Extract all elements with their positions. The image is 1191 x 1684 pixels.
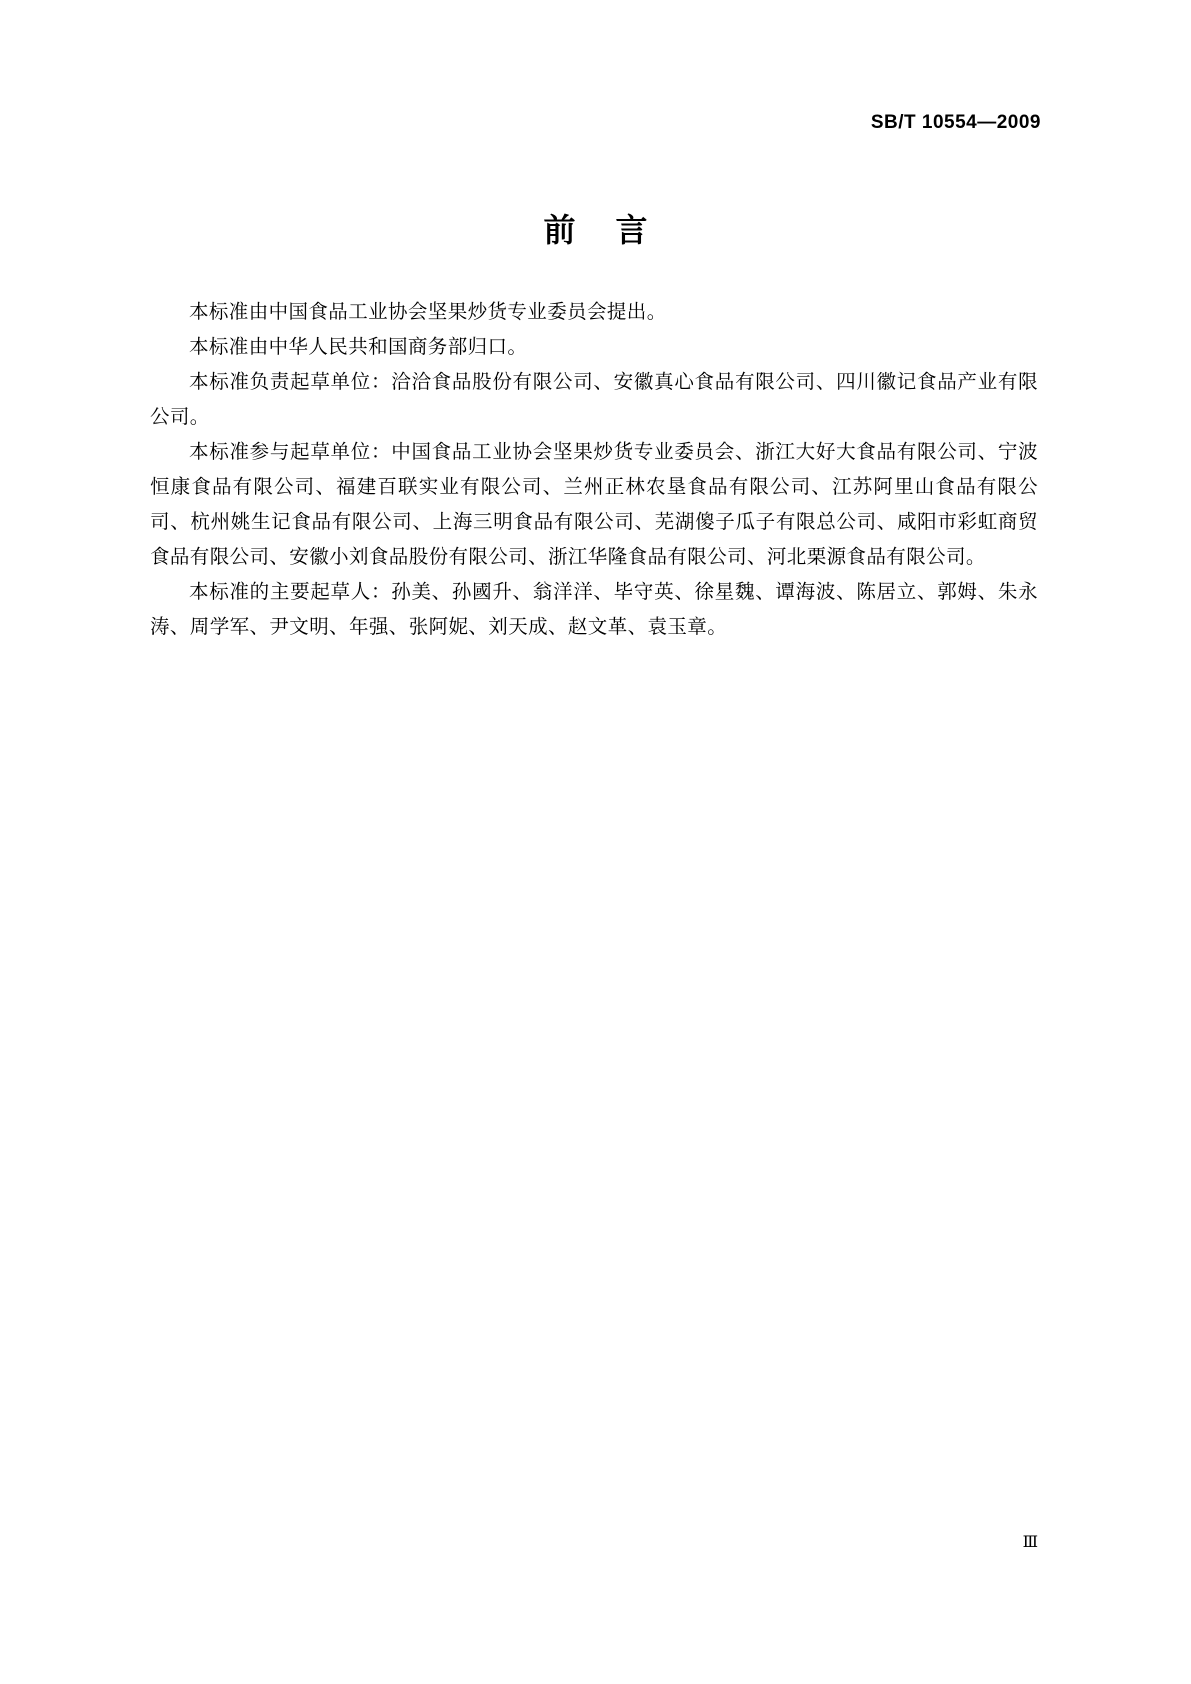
page-title: 前 言 [543, 212, 664, 248]
page-header-standard-code: SB/T 10554—2009 [870, 112, 1041, 133]
foreword-body [150, 295, 1038, 645]
foreword-paragraph: 本标准由中华人民共和国商务部归口。 [189, 337, 528, 358]
foreword-paragraph: 本标准负责起草单位：洽洽食品股份有限公司、安徽真心食品有限公司、四川徽记食品产业有限公司。 [150, 372, 1038, 428]
foreword-paragraph: 本标准的主要起草人：孙美、孙國升、翁洋洋、毕守英、徐星魏、谭海波、陈居立、郭姆、朱永涛、周学军、尹文明、年强、张阿妮、刘天成、赵文革、袁玉章。 [150, 582, 1038, 638]
foreword-paragraph: 本标准由中国食品工业协会坚果炒货专业委员会提出。 [189, 302, 667, 323]
foreword-paragraph: 本标准参与起草单位：中国食品工业协会坚果炒货专业委员会、浙江大好大食品有限公司、宁波恒康食品有限公司、福建百联实业有限公司、兰州正林农垦食品有限公司、江苏阿里山食品有限公司、杭州姚生记食品有限公司、上海三明食品有限公司、芜湖傻子瓜子有限总公司、咸阳市彩虹商贸食品有限公司、安徽小刘食品股份有限公司、浙江华隆食品有限公司、河北栗源食品有限公司。 [150, 442, 1038, 568]
page-number: Ⅲ [1022, 1534, 1039, 1551]
